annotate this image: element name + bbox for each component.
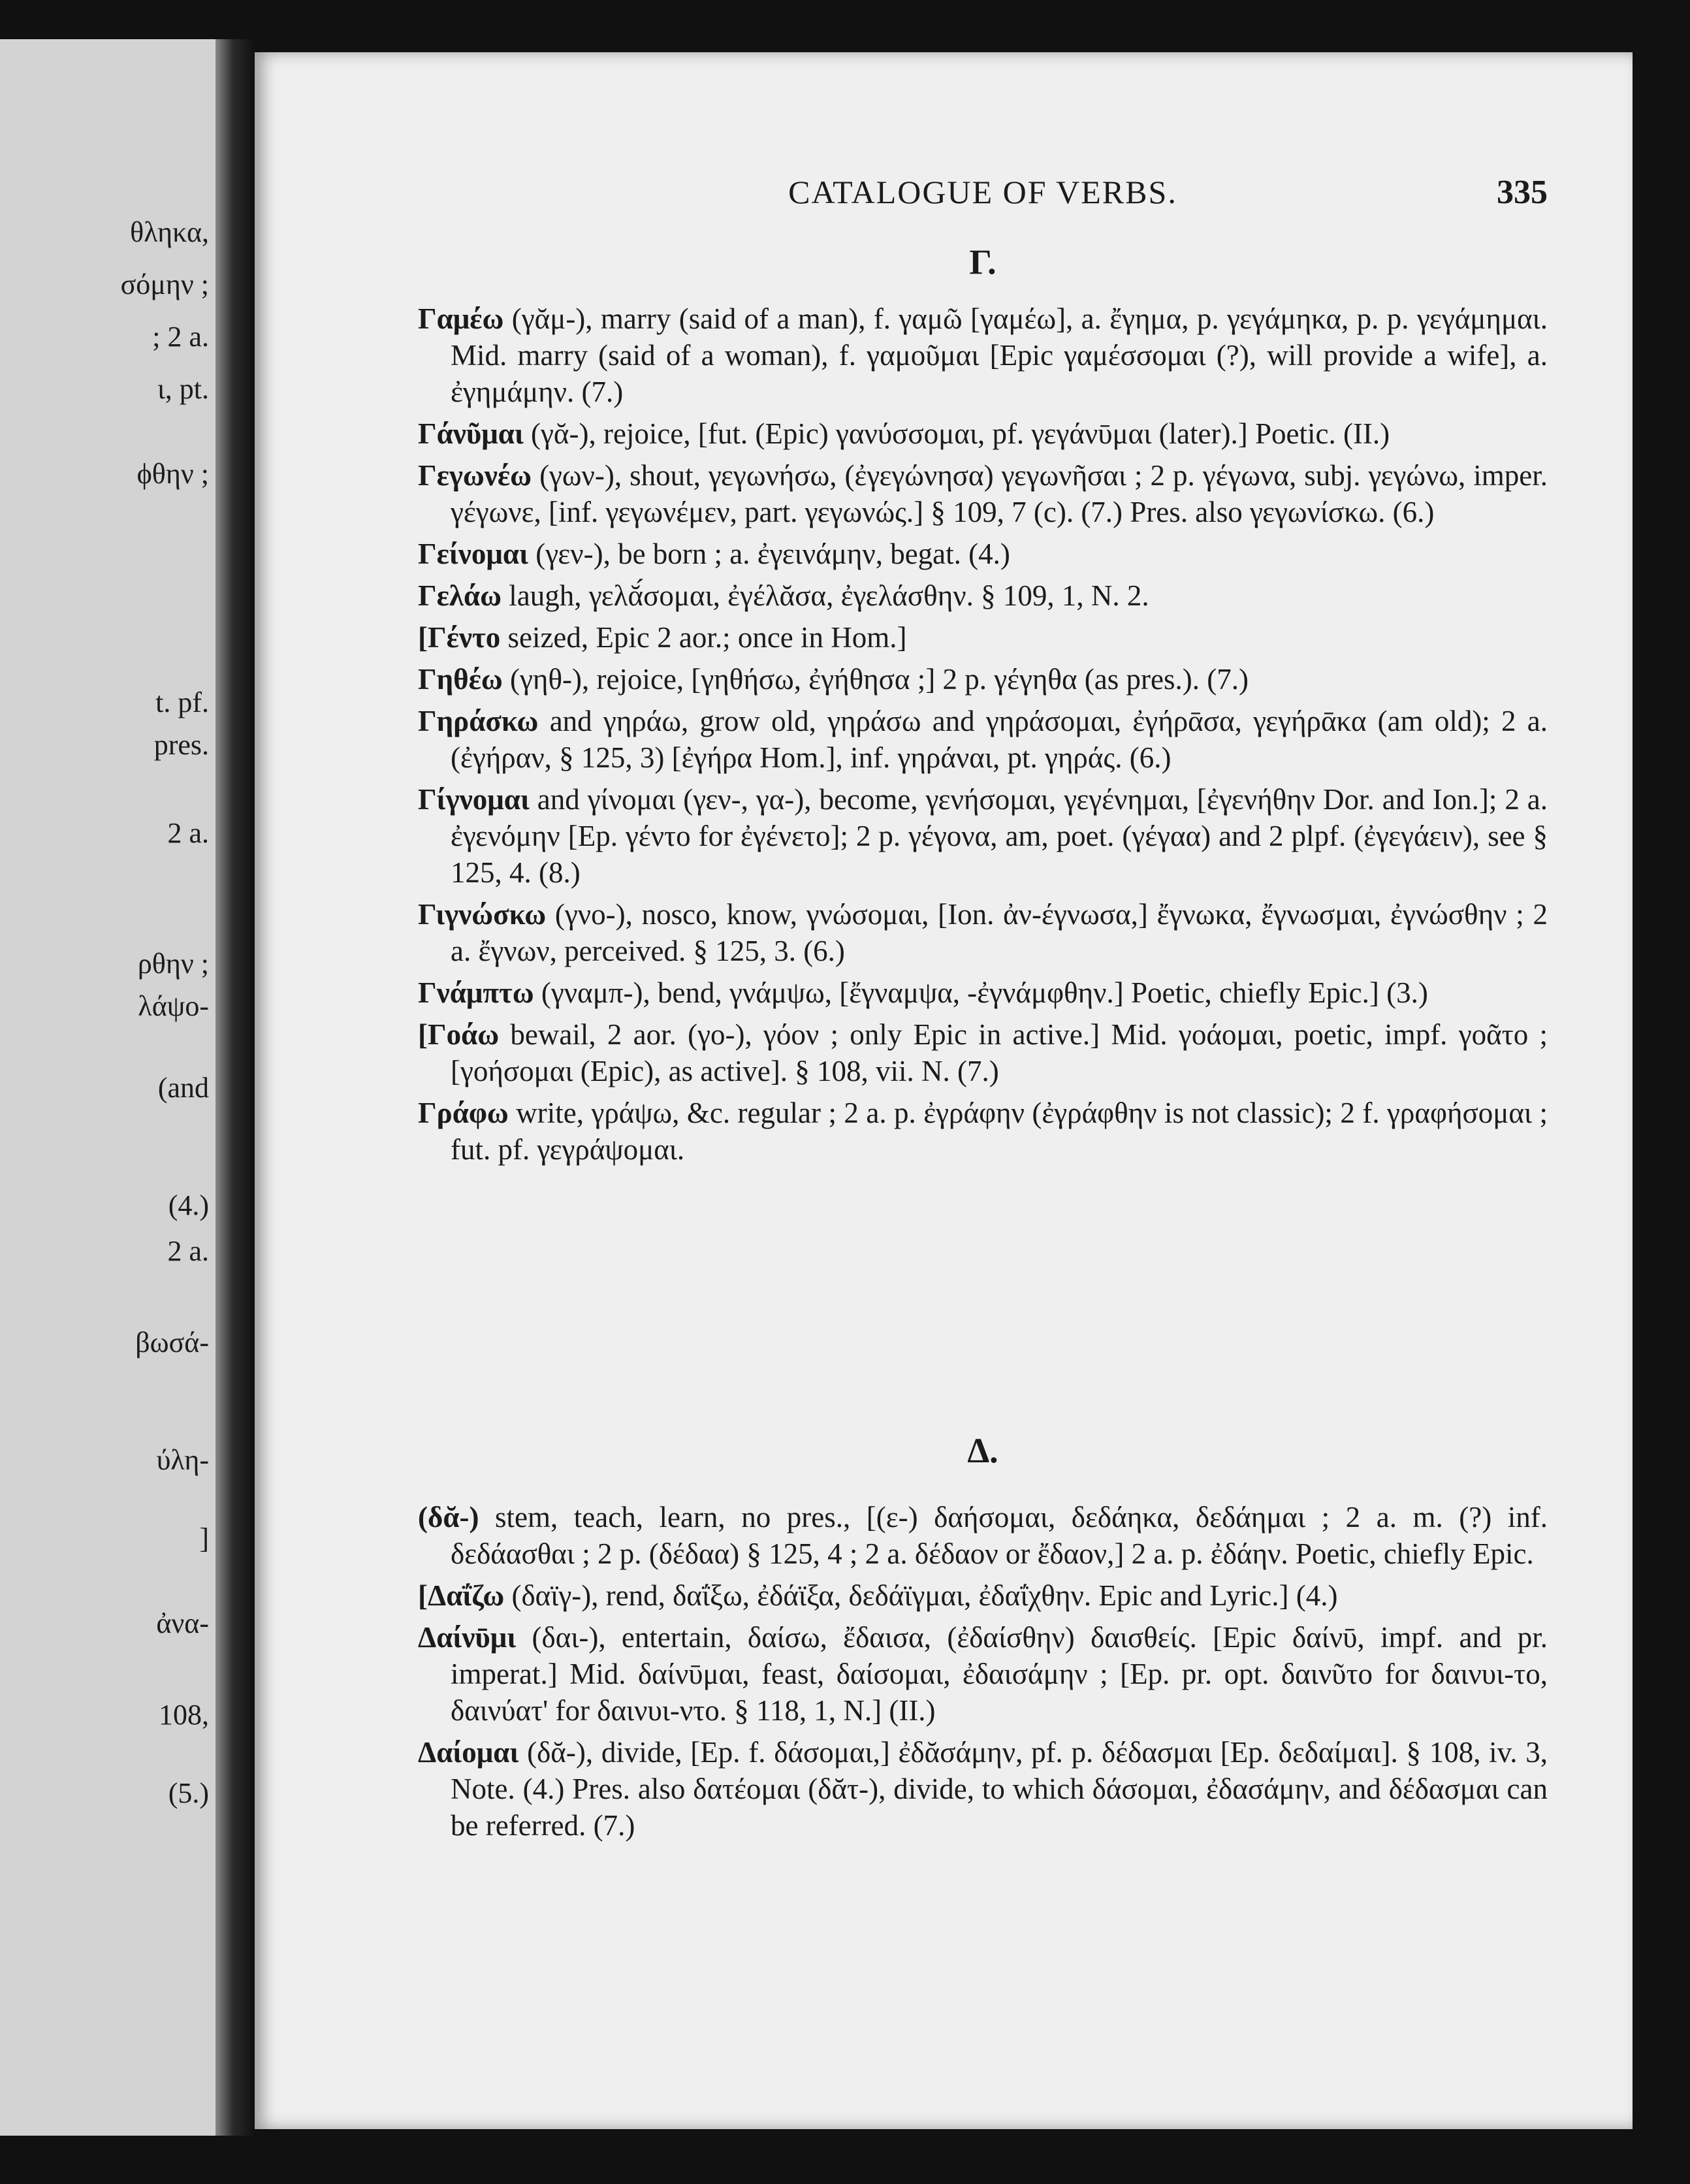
verb-headword: (δᾰ-) bbox=[418, 1501, 479, 1534]
running-title: CATALOGUE OF VERBS. bbox=[788, 174, 1177, 210]
verb-entry bbox=[418, 300, 1548, 410]
verb-definition: (γᾰμ-), marry (said of a man), f. γαμῶ [γαμέω], a. ἔγημα, p. γεγάμηκα, p. p. γεγάμημαι. Mid. marry (said of a woman), f. γαμοῦμαι [Epic γαμέσσομαι (?), will provide a wife], a. ἐγημάμην. (7.) bbox=[451, 302, 1548, 408]
facing-page-fragment: σόμην ; bbox=[120, 268, 209, 300]
verb-definition: (γᾰ-), rejoice, [fut. (Epic) γανύσσομαι, pf. γεγάνῡμαι (later).] Poetic. (II.) bbox=[531, 417, 1390, 450]
verb-headword: Δαίνῡμι bbox=[418, 1621, 517, 1654]
verb-entry bbox=[418, 1499, 1548, 1572]
facing-page-fragment: ύλη- bbox=[156, 1444, 209, 1476]
verb-headword: [Γέντο bbox=[418, 621, 501, 654]
verb-headword: Γελάω bbox=[418, 579, 502, 612]
verb-definition: (γηθ-), rejoice, [γηθήσω, ἐγήθησα ;] 2 p. γέγηθα (as pres.). (7.) bbox=[510, 663, 1249, 696]
verb-headword: Γνάμπτω bbox=[418, 976, 534, 1009]
verb-entry bbox=[418, 661, 1548, 698]
verb-entry bbox=[418, 619, 1548, 656]
facing-page-fragment: 2 a. bbox=[167, 1235, 209, 1267]
verb-headword: Δαίομαι bbox=[418, 1736, 519, 1769]
verb-definition: (δᾰ-), divide, [Ep. f. δάσομαι,] ἐδᾰσάμην, pf. p. δέδασμαι [Ep. δεδαίμαι]. § 108, iv. 3, Note. (4.) Pres. also δατέομαι (δᾰτ-), divide, to which δάσομαι, ἐδασάμην, and δέδασμαι can be referred. (7.) bbox=[451, 1736, 1548, 1842]
facing-page-fragment: pres. bbox=[153, 729, 209, 761]
verb-definition: bewail, 2 aor. (γο-), γόον ; only Epic in active.] Mid. γοάομαι, poetic, impf. γοᾶτο ; [γοήσομαι (Epic), as active]. § 108, vii. N. (7.) bbox=[451, 1018, 1548, 1087]
verb-entry bbox=[418, 1734, 1548, 1844]
verb-entry bbox=[418, 1095, 1548, 1168]
facing-page-fragment: ρθην ; bbox=[137, 948, 209, 980]
verb-definition: stem, teach, learn, no pres., [(ε-) δαήσομαι, δεδάηκα, δεδάημαι ; 2 a. m. (?) inf. δεδάασθαι ; 2 p. (δέδαα) § 125, 4 ; 2 a. δέδαον or ἔδαον,] 2 a. p. ἐδάην. Poetic, chiefly Epic. bbox=[451, 1501, 1548, 1570]
facing-page-fragment: θληκα, bbox=[130, 216, 209, 248]
facing-page-fragment: ι, pt. bbox=[157, 373, 209, 405]
verb-entry bbox=[418, 974, 1548, 1011]
verb-headword: Γίγνομαι bbox=[418, 783, 530, 816]
facing-page-fragment: ϕθην ; bbox=[136, 458, 209, 490]
entries-gamma bbox=[418, 300, 1548, 1173]
verb-definition: (δαι-), entertain, δαίσω, ἔδαισα, (ἐδαίσθην) δαισθείς. [Epic δαίνῡ, impf. and pr. imperat.] Mid. δαίνῡμαι, feast, δαίσομαι, ἐδαισάμην ; [Ep. pr. opt. δαινῦτο for δαινυι-το, δαινύατ' for δαινυι-ντο. § 118, 1, N.] (II.) bbox=[451, 1621, 1548, 1727]
facing-page-fragment: (4.) bbox=[168, 1189, 209, 1221]
section-heading-gamma: Γ. bbox=[969, 242, 996, 281]
facing-page-fragment: 2 a. bbox=[167, 817, 209, 849]
facing-page-fragment: t. pf. bbox=[155, 686, 209, 718]
verb-headword: Γράφω bbox=[418, 1097, 509, 1129]
verb-entry bbox=[418, 1016, 1548, 1089]
facing-page-fragment: ] bbox=[199, 1522, 209, 1554]
section-heading-delta: Δ. bbox=[967, 1431, 998, 1470]
verb-entry bbox=[418, 703, 1548, 776]
verb-headword: [Γοάω bbox=[418, 1018, 500, 1051]
verb-definition: and γίνομαι (γεν-, γα-), become, γενήσομαι, γεγένημαι, [ἐγενήθην Dor. and Ion.]; 2 a. ἐγενόμην [Ep. γέντο for ἐγένετο]; 2 p. γέγονα, am, poet. (γέγαα) and 2 plpf. (ἐγεγάειν), see § 125, 4. (8.) bbox=[451, 783, 1548, 889]
verb-definition: (γνο-), nosco, know, γνώσομαι, [Ion. ἀν-έγνωσα,] ἔγνωκα, ἔγνωσμαι, ἐγνώσθην ; 2 a. ἔγνων, perceived. § 125, 3. (6.) bbox=[451, 898, 1548, 967]
page-number: 335 bbox=[1497, 174, 1548, 211]
verb-headword: Γαμέω bbox=[418, 302, 504, 335]
verb-definition: and γηράω, grow old, γηράσω and γηράσομαι, ἐγήρᾱσα, γεγήρᾱκα (am old); 2 a. (ἐγήραν, § 125, 3) [ἐγήρα Hom.], inf. γηράναι, pt. γηράς. (6.) bbox=[451, 705, 1548, 774]
verb-entry bbox=[418, 415, 1548, 452]
page bbox=[255, 52, 1633, 2129]
verb-entry bbox=[418, 781, 1548, 891]
facing-page-fragment: 108, bbox=[159, 1699, 209, 1731]
facing-page-fragment: λάψο- bbox=[138, 990, 209, 1022]
verb-definition: write, γράψω, &c. regular ; 2 a. p. ἐγράφην (ἐγράφθην is not classic); 2 f. γραφήσομαι ; fut. pf. γεγράψομαι. bbox=[451, 1097, 1548, 1166]
facing-page-fragment: ; 2 a. bbox=[152, 321, 209, 353]
facing-page-fragment: (and bbox=[157, 1072, 209, 1104]
verb-headword: [Δαΐζω bbox=[418, 1579, 505, 1612]
verb-entry bbox=[418, 1619, 1548, 1729]
facing-page-fragment: βωσά- bbox=[135, 1326, 209, 1358]
verb-headword: Γάνῦμαι bbox=[418, 417, 524, 450]
verb-definition: (γναμπ-), bend, γνάμψω, [ἔγναμψα, -ἐγνάμφθην.] Poetic, chiefly Epic.] (3.) bbox=[541, 976, 1428, 1009]
verb-entry bbox=[418, 1577, 1548, 1614]
facing-page-fragment: ἀνα- bbox=[156, 1607, 209, 1639]
verb-definition: (δαϊγ-), rend, δαΐξω, ἐδάϊξα, δεδάϊγμαι, ἐδαΐχθην. Epic and Lyric.] (4.) bbox=[511, 1579, 1338, 1612]
verb-headword: Γιγνώσκω bbox=[418, 898, 547, 931]
verb-headword: Γεγωνέω bbox=[418, 459, 532, 492]
verb-entry bbox=[418, 577, 1548, 614]
verb-definition: laugh, γελᾰ́σομαι, ἐγέλᾰσα, ἐγελάσθην. § 109, 1, N. 2. bbox=[509, 579, 1149, 612]
page-header bbox=[418, 173, 1548, 219]
verb-entry bbox=[418, 457, 1548, 530]
verb-headword: Γείνομαι bbox=[418, 538, 528, 570]
verb-definition: (γεν-), be born ; a. ἐγεινάμην, begat. (4.) bbox=[535, 538, 1010, 570]
facing-page-edge bbox=[0, 39, 215, 2136]
facing-page-fragment: (5.) bbox=[168, 1777, 209, 1809]
verb-headword: Γηθέω bbox=[418, 663, 503, 696]
entries-delta bbox=[418, 1499, 1548, 1849]
verb-headword: Γηράσκω bbox=[418, 705, 539, 737]
verb-entry bbox=[418, 536, 1548, 572]
verb-entry bbox=[418, 896, 1548, 969]
verb-definition: (γων-), shout, γεγωνήσω, (ἐγεγώνησα) γεγωνῆσαι ; 2 p. γέγωνα, subj. γεγώνω, imper. γέγωνε, [inf. γεγωνέμεν, part. γεγωνώς.] § 109, 7 (c). (7.) Pres. also γεγωνίσκω. (6.) bbox=[451, 459, 1548, 528]
verb-definition: seized, Epic 2 aor.; once in Hom.] bbox=[507, 621, 907, 654]
book-gutter bbox=[215, 39, 255, 2136]
